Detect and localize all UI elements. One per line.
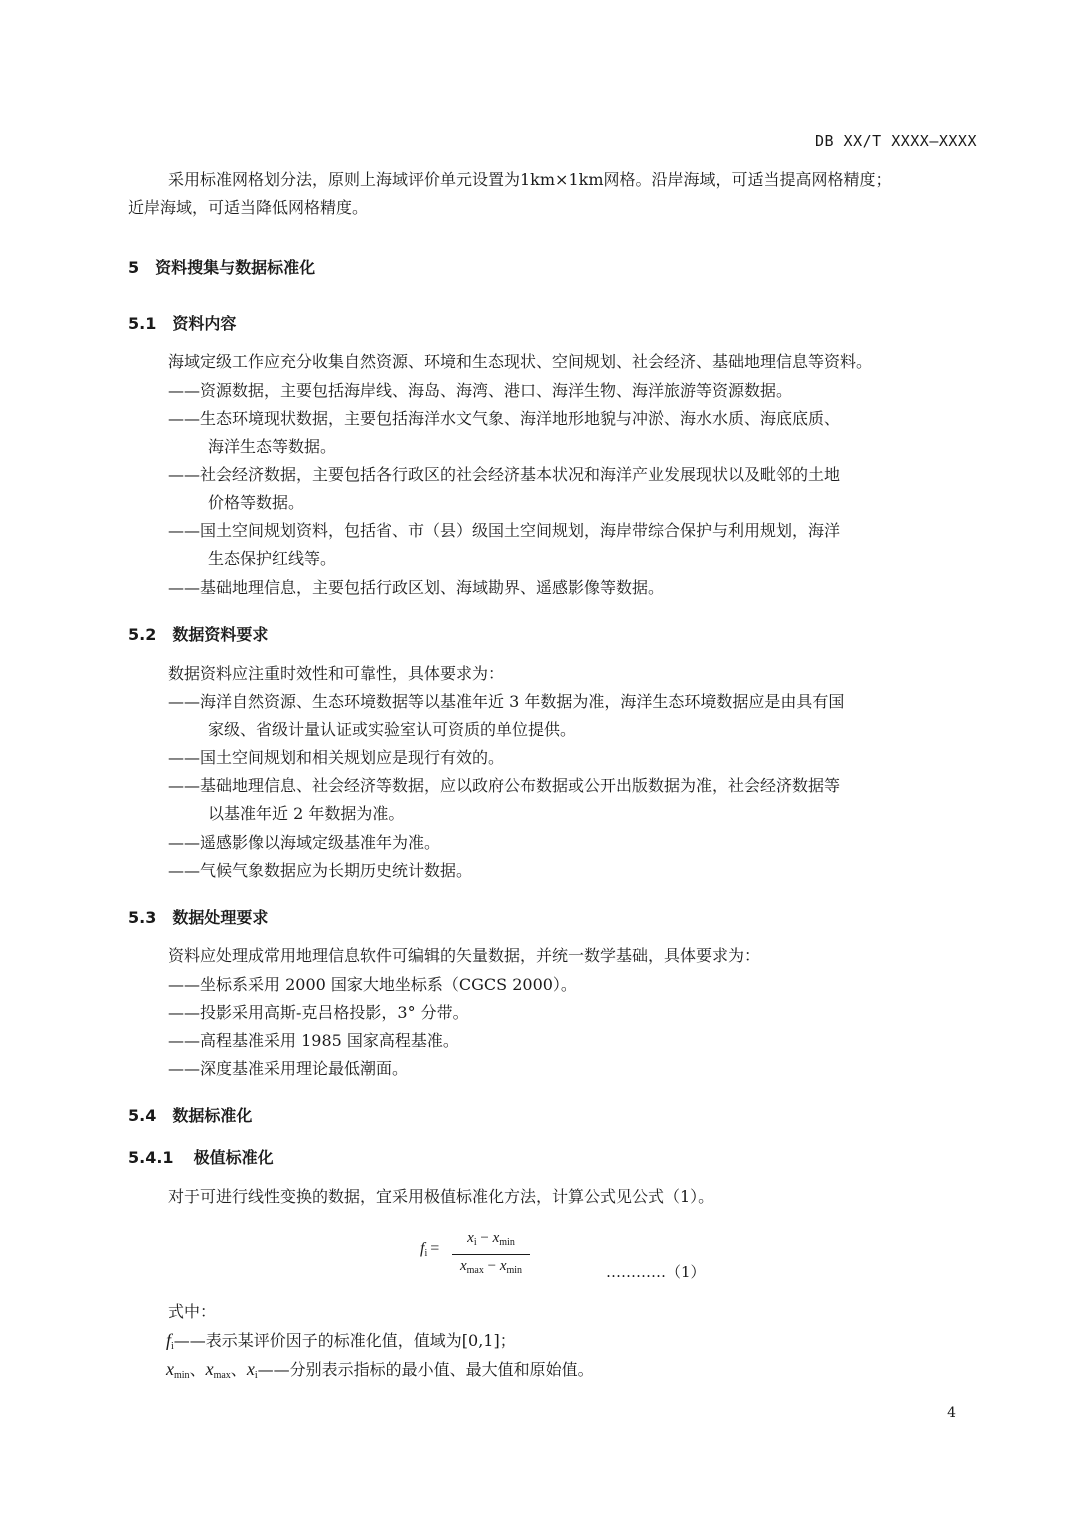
section-5-heading (128, 255, 315, 278)
formula-subscript: max (213, 1370, 231, 1381)
formula-subscript: i (171, 1341, 174, 1352)
section-number: 5 (128, 258, 140, 277)
list-item: ——高程基准采用 1985 国家高程基准。 (168, 1031, 459, 1050)
list-item: ——坐标系采用 2000 国家大地坐标系（CGCS 2000）。 (168, 975, 577, 994)
definition-x (166, 1359, 594, 1386)
fraction-bar (452, 1254, 530, 1255)
formula-equals: = (430, 1240, 440, 1257)
list-item-continuation: 海洋生态等数据。 (208, 437, 337, 456)
formula-symbol: x (492, 1230, 500, 1246)
list-item: ——气候气象数据应为长期历史统计数据。 (168, 861, 473, 880)
section-title: 数据处理要求 (172, 908, 269, 927)
formula-fraction (452, 1228, 530, 1281)
formula-symbol: x (246, 1359, 255, 1379)
formula-subscript: i (473, 1237, 477, 1248)
where-label: 式中： (168, 1302, 217, 1321)
formula-minus: − (487, 1258, 497, 1274)
separator: 、 (230, 1360, 247, 1379)
section-5-2-paragraph: 数据资料应注重时效性和可靠性，具体要求为： (168, 664, 505, 683)
formula-lhs (420, 1240, 439, 1259)
section-title: 资料搜集与数据标准化 (155, 258, 316, 277)
section-5-1-paragraph: 海域定级工作应充分收集自然资源、环境和生态现状、空间规划、社会经济、基础地理信息等资料。 (168, 352, 873, 371)
equation-number: …………（1） (606, 1263, 706, 1281)
section-number: 5.4.1 (128, 1148, 174, 1167)
formula-symbol: f (420, 1240, 425, 1257)
section-title: 资料内容 (172, 314, 237, 333)
definition-fi (166, 1330, 516, 1357)
section-5-4-heading (128, 1103, 252, 1126)
list-item: ——投影采用高斯-克吕格投影，3° 分带。 (168, 1003, 469, 1022)
list-item: ——海洋自然资源、生态环境数据等以基准年近 3 年数据为准，海洋生态环境数据应是由具有国 (168, 692, 845, 711)
formula-subscript: min (506, 1265, 523, 1276)
definition-text: ——分别表示指标的最小值、最大值和原始值。 (257, 1360, 594, 1379)
formula-symbol: x (499, 1258, 507, 1274)
formula-subscript: min (174, 1370, 190, 1381)
formula-subscript: i (424, 1248, 428, 1259)
section-5-3-paragraph: 资料应处理成常用地理信息软件可编辑的矢量数据，并统一数学基础，具体要求为： (168, 946, 761, 965)
formula-subscript: i (254, 1370, 258, 1381)
definition-text: ——表示某评价因子的标准化值，值域为[0,1]； (173, 1331, 516, 1350)
section-number: 5.1 (128, 314, 157, 333)
section-5-2-heading (128, 622, 268, 645)
formula-numerator (452, 1228, 530, 1253)
formula-symbol: x (166, 1359, 174, 1379)
section-number: 5.3 (128, 908, 157, 927)
list-item: ——基础地理信息，主要包括行政区划、海域勘界、遥感影像等数据。 (168, 578, 665, 597)
separator: 、 (189, 1360, 206, 1379)
section-5-3-heading (128, 905, 268, 928)
list-item: ——社会经济数据，主要包括各行政区的社会经济基本状况和海洋产业发展现状以及毗邻的土地 (168, 465, 841, 484)
intro-line-1: 采用标准网格划分法，原则上海域评价单元设置为1km×1km网格。沿岸海域，可适当提高网格精度； (168, 170, 892, 189)
formula-minus: − (480, 1230, 489, 1246)
list-item-continuation: 价格等数据。 (208, 493, 305, 512)
list-item: ——国土空间规划和相关规划应是现行有效的。 (168, 748, 505, 767)
list-item: ——基础地理信息、社会经济等数据，应以政府公布数据或公开出版数据为准，社会经济数据等 (168, 776, 841, 795)
section-title: 极值标准化 (193, 1148, 274, 1167)
list-item: ——国土空间规划资料，包括省、市（县）级国土空间规划，海岸带综合保护与利用规划，海洋 (168, 521, 841, 540)
formula-symbol: x (459, 1258, 467, 1274)
list-item-continuation: 家级、省级计量认证或实验室认可资质的单位提供。 (208, 720, 577, 739)
section-5-1-heading (128, 311, 236, 334)
list-item: ——资源数据，主要包括海岸线、海岛、海湾、港口、海洋生物、海洋旅游等资源数据。 (168, 381, 793, 400)
formula-symbol: f (166, 1330, 172, 1350)
formula-symbol: x (467, 1230, 474, 1246)
document-id-header: DB XX/T XXXX—XXXX (814, 132, 977, 150)
section-title: 数据资料要求 (172, 625, 269, 644)
formula-subscript: max (466, 1265, 484, 1276)
list-item: ——深度基准采用理论最低潮面。 (168, 1059, 409, 1078)
intro-line-2: 近岸海域，可适当降低网格精度。 (128, 198, 369, 217)
formula-symbol: x (205, 1359, 214, 1379)
formula-subscript: min (499, 1237, 515, 1248)
list-item: ——遥感影像以海域定级基准年为准。 (168, 833, 441, 852)
section-5-4-1-heading (128, 1145, 274, 1168)
list-item-continuation: 以基准年近 2 年数据为准。 (208, 804, 405, 823)
section-title: 数据标准化 (172, 1106, 253, 1125)
page-number: 4 (947, 1405, 956, 1421)
section-5-4-1-paragraph: 对于可进行线性变换的数据，宜采用极值标准化方法，计算公式见公式（1）。 (168, 1187, 715, 1206)
list-item-continuation: 生态保护红线等。 (208, 549, 337, 568)
formula-denominator (452, 1256, 530, 1281)
list-item: ——生态环境现状数据，主要包括海洋水文气象、海洋地形地貌与冲淤、海水水质、海底底质、 (168, 409, 841, 428)
section-number: 5.4 (128, 1106, 157, 1125)
section-number: 5.2 (128, 625, 157, 644)
